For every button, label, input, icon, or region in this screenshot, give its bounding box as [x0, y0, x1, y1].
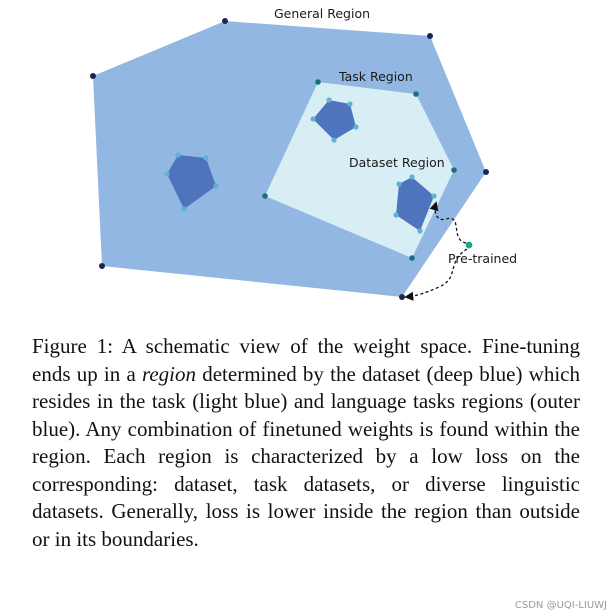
- dataset-vertex: [331, 137, 336, 142]
- general-vertex: [222, 18, 228, 24]
- task-vertex: [262, 193, 268, 199]
- dataset-vertex: [203, 155, 208, 160]
- caption-suffix: determined by the dataset (deep blue) which resides in the task (light blue) and language tasks regions (outer blue). Any combination of finetuned weights is found within the region. Each region is characterized by a low loss on the corresponding: dataset, task datasets, or diverse linguistic datasets. Generally, loss is lower inside the region than outside or in its boundaries.: [32, 361, 580, 551]
- dataset-vertex: [396, 181, 401, 186]
- general-vertex: [399, 294, 405, 300]
- general-vertex: [483, 169, 489, 175]
- general-vertex: [427, 33, 433, 39]
- dataset-vertex: [409, 174, 414, 179]
- dataset-vertex: [310, 116, 315, 121]
- task-vertex: [409, 255, 415, 261]
- task-vertex: [315, 79, 321, 85]
- dataset-vertex: [431, 193, 436, 198]
- dataset-vertex: [353, 124, 358, 129]
- dataset-vertex: [347, 101, 352, 106]
- dataset-vertex: [213, 183, 218, 188]
- general-vertex: [90, 73, 96, 79]
- caption-prefix: Figure 1: A schematic view of the weight space. Fine-tuning ends up in a: [32, 334, 580, 386]
- task-vertex: [451, 167, 457, 173]
- dataset-vertex: [164, 171, 169, 176]
- pretrained-label: Pre-trained: [448, 251, 518, 266]
- dataset-vertex: [393, 212, 398, 217]
- task-region-label: Task Region: [339, 69, 413, 84]
- dataset-vertex: [181, 206, 186, 211]
- dataset-region-label: Dataset Region: [349, 155, 445, 170]
- figure-caption: [32, 333, 580, 553]
- general-region-label: General Region: [274, 6, 371, 21]
- dataset-vertex: [326, 97, 331, 102]
- dataset-vertex: [175, 152, 180, 157]
- dataset-vertex: [417, 228, 422, 233]
- caption-emphasis: region: [141, 361, 197, 386]
- pretrained-point: [466, 242, 473, 249]
- general-vertex: [99, 263, 105, 269]
- watermark: CSDN @UQI-LIUWJ: [514, 600, 607, 611]
- task-vertex: [413, 91, 419, 97]
